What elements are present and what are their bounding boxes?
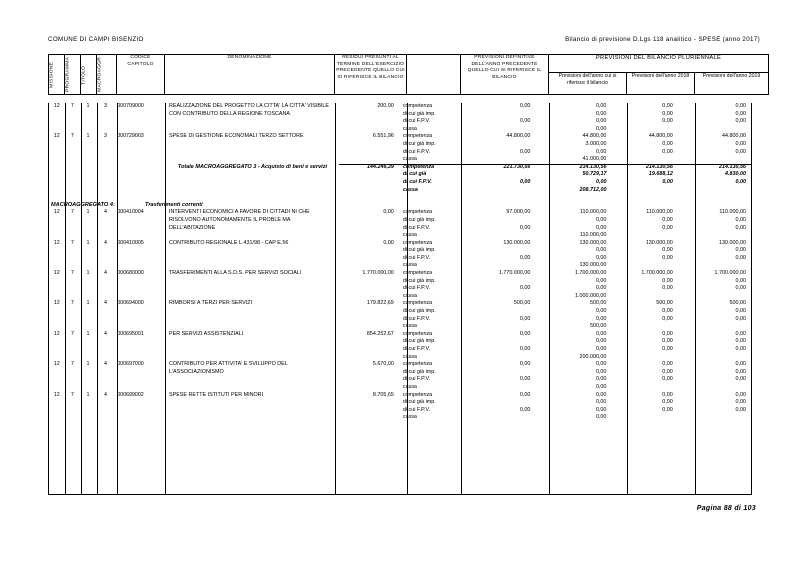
- cell-anno-corrente: 0,00: [595, 285, 607, 292]
- cell-previsioni-definitive: 0,00: [519, 330, 531, 337]
- cell-previsioni-definitive: 0,00: [519, 285, 531, 292]
- cell-anno-2019: 110.000,00: [719, 209, 746, 216]
- cell-anno-2018: 0,00: [662, 110, 673, 117]
- table-row: [49, 300, 751, 308]
- header-document-title: Bilancio di previsione D.Lgs 118 analitico - SPESE (anno 2017): [565, 36, 760, 43]
- cell-voce-label: competenza: [402, 209, 433, 216]
- cell-macroaggr: 4: [103, 209, 107, 216]
- table-row: [49, 118, 751, 126]
- cell-anno-2019: 500,00: [729, 300, 746, 307]
- cell-denominazione-text: CONTRIBUTO REGIONALE L.431/98 - CAP E.56: [169, 239, 289, 246]
- table-row: [49, 187, 751, 195]
- cell-anno-2019: 0,00: [735, 391, 746, 398]
- cell-anno-corrente: 0,00: [595, 383, 607, 390]
- cell-anno-2019: 0,00: [735, 148, 746, 155]
- cell-voce-label: competenza: [402, 270, 433, 277]
- cell-codice: 000697000: [117, 361, 144, 368]
- cell-voce-label: di cui già imp.: [402, 216, 436, 223]
- cell-voce-label: di cui già imp.: [402, 399, 436, 406]
- cell-voce-label: di cui già imp.: [402, 308, 436, 315]
- cell-anno-2018: 0,00: [662, 406, 673, 413]
- cell-previsioni-definitive: 0,00: [519, 391, 531, 398]
- cell-previsioni-definitive: 0,00: [519, 406, 531, 413]
- cell-anno-corrente: 0,00: [595, 330, 607, 337]
- cell-titolo: 1: [86, 239, 90, 246]
- cell-anno-corrente: 0,00: [595, 338, 607, 345]
- cell-voce-label: di cui già: [402, 171, 427, 178]
- cell-previsioni-definitive: 1.770.000,00: [498, 270, 531, 277]
- cell-titolo: 1: [86, 300, 90, 307]
- cell-voce-label: di cui già imp.: [402, 110, 436, 117]
- cell-anno-2019: 0,00: [735, 224, 746, 231]
- cell-anno-2019: 0,00: [735, 110, 746, 117]
- cell-anno-2018: 0,00: [662, 368, 673, 375]
- cell-anno-2018: 1.700.000,00: [641, 270, 673, 277]
- table-row: [49, 232, 751, 240]
- cell-anno-corrente: 0,00: [595, 376, 607, 383]
- table-row: [49, 384, 751, 392]
- cell-codice: 000699002: [117, 391, 144, 398]
- cell-anno-corrente: 0,00: [595, 118, 607, 125]
- cell-anno-corrente: 0,00: [595, 361, 607, 368]
- cell-anno-corrente: 0,00: [595, 103, 607, 109]
- table-row: [49, 346, 751, 354]
- cell-voce-label: di cui F.P.V.: [402, 148, 431, 155]
- cell-anno-2019: 0,00: [735, 277, 746, 284]
- cell-programma: 7: [70, 103, 74, 109]
- cell-voce-label: cassa: [402, 186, 418, 193]
- cell-voce-label: competenza: [402, 163, 435, 170]
- cell-programma: 7: [70, 300, 74, 307]
- cell-anno-2019: 44.800,00: [721, 133, 746, 140]
- cell-anno-corrente: 110.000,00: [579, 209, 607, 216]
- cell-anno-2018: 130.000,00: [645, 239, 673, 246]
- cell-anno-2019: 0,00: [735, 308, 746, 315]
- cell-macroaggr: 4: [103, 361, 107, 368]
- cell-anno-2018: 0,00: [662, 224, 673, 231]
- cell-anno-2018: 0,00: [662, 376, 673, 383]
- row-block: [49, 103, 751, 133]
- table-row: [49, 392, 751, 400]
- table-row: [49, 209, 751, 217]
- row-block: [49, 133, 751, 163]
- cell-previsioni-definitive: 44.800,00: [506, 133, 531, 140]
- cell-macroaggr: 4: [103, 239, 107, 246]
- cell-denominazione-text: REALIZZAZIONE DEL PROGETTO LA CITTA' LA CITTA' VISIBILE CON CONTRIBUTO DELLA REGIONE TOSCANA: [169, 103, 330, 117]
- cell-missione: 12: [53, 209, 60, 216]
- cell-anno-2019: 1.700.000,00: [714, 270, 746, 277]
- cell-denominazione-text: CONTRIBUTO PER ATTIVITA' E SVILUPPO DEL L'ASSOCIAZIONISMO: [169, 361, 288, 375]
- cell-missione: 12: [53, 300, 60, 307]
- cell-codice: 000695001: [117, 330, 144, 337]
- cell-anno-corrente: 0,00: [595, 346, 607, 352]
- col-header-spacer: [407, 55, 461, 95]
- cell-voce-label: di cui F.P.V.: [402, 224, 431, 231]
- cell-denominazione-text: INTERVENTI ECONOMICI A FAVORE DI CITTADI NI CHE RISOLVONO AUTONOMAMENTE IL PROBLE MA DELL'ABITAZIONE: [169, 209, 310, 231]
- cell-titolo: 1: [86, 209, 90, 216]
- cell-anno-corrente: 50.729,17: [582, 171, 607, 178]
- cell-missione: 12: [53, 270, 60, 277]
- cell-anno-2019: 0,00: [735, 285, 746, 292]
- cell-missione: 12: [53, 330, 60, 337]
- cell-anno-corrente: 0,00: [595, 277, 607, 284]
- cell-anno-corrente: 0,00: [595, 414, 607, 421]
- cell-programma: 7: [70, 361, 74, 368]
- table-row: [49, 338, 751, 346]
- cell-voce-label: cassa: [402, 292, 417, 299]
- col-header-macroaggr: MACROAGGR: [97, 55, 117, 95]
- cell-anno-2019: 0,00: [735, 368, 746, 375]
- cell-voce-label: cassa: [402, 156, 417, 163]
- cell-voce-label: di cui già imp.: [402, 368, 436, 375]
- cell-titolo: 1: [86, 133, 90, 140]
- cell-codice: 000680000: [117, 270, 144, 277]
- table-row: [49, 255, 751, 263]
- running-header: [48, 36, 760, 43]
- table-row: [49, 369, 751, 377]
- cell-anno-corrente: 0,00: [595, 216, 607, 223]
- cell-residui: 5.670,00: [372, 361, 394, 368]
- cell-previsioni-definitive: 0,00: [519, 103, 531, 109]
- cell-anno-2018: 214.130,56: [645, 163, 673, 170]
- cell-anno-corrente: 0,00: [596, 178, 607, 185]
- table-row: [49, 225, 751, 233]
- cell-anno-2019: 0,00: [735, 399, 746, 406]
- cell-anno-corrente: 0,00: [595, 399, 607, 406]
- col-header-anno-corrente: Previsioni dell'anno cui si riferisce il bilancio: [549, 72, 627, 94]
- cell-anno-2019: 0,00: [735, 315, 746, 322]
- table-row: [49, 308, 751, 316]
- cell-residui: 854.252,67: [366, 330, 394, 337]
- table-row: [49, 217, 751, 225]
- cell-previsioni-definitive: 0,00: [519, 178, 531, 185]
- cell-macroaggr: 4: [103, 391, 107, 398]
- header-organization: COMUNE DI CAMPI BISENZIO: [48, 36, 144, 43]
- table-row: [49, 240, 751, 248]
- cell-anno-corrente: 130.000,00: [579, 239, 607, 246]
- cell-anno-2019: 0,00: [735, 216, 746, 223]
- total-label: Totale MACROAGGREGATO 3 - Acquisto di beni e servizi: [177, 163, 327, 170]
- cell-voce-label: di cui già imp.: [402, 140, 436, 147]
- cell-anno-2018: 44.800,00: [648, 133, 673, 140]
- cell-anno-corrente: 0,00: [595, 391, 607, 398]
- cell-previsioni-definitive: 130.000,00: [503, 239, 531, 246]
- cell-residui: 179.822,69: [366, 300, 394, 307]
- table-row: [49, 149, 751, 157]
- cell-macroaggr: 4: [103, 300, 107, 307]
- table-row: [49, 141, 751, 149]
- table-row: [49, 323, 751, 331]
- cell-anno-2019: 0,00: [735, 330, 746, 337]
- cell-anno-2019: 0,00: [735, 140, 746, 147]
- cell-anno-2019: 214.130,56: [719, 163, 747, 170]
- cell-voce-label: di cui F.P.V.: [402, 346, 431, 352]
- cell-voce-label: di cui già imp.: [402, 247, 436, 254]
- cell-anno-corrente: 0,00: [595, 406, 607, 413]
- macroaggregato-4-label: MACROAGGREGATO 4:: [51, 201, 115, 208]
- cell-anno-2018: 0,00: [662, 285, 673, 292]
- cell-codice: 000410004: [117, 209, 144, 216]
- cell-macroaggr: 4: [103, 330, 107, 337]
- cell-anno-2018: 0,00: [662, 118, 673, 125]
- cell-anno-2018: 0,00: [662, 148, 673, 155]
- table-row: [49, 376, 751, 384]
- col-header-programma: PROGRAMMA: [65, 55, 81, 95]
- row-block: [49, 300, 751, 330]
- cell-anno-2018: 0,00: [662, 315, 673, 322]
- cell-anno-2018: 0,00: [662, 330, 673, 337]
- cell-residui: 6.551,96: [372, 133, 394, 140]
- cell-anno-corrente: 0,00: [595, 148, 607, 155]
- table-row: [49, 414, 751, 422]
- cell-anno-2019: 0,00: [735, 254, 746, 261]
- cell-programma: 7: [70, 239, 74, 246]
- cell-denominazione-text: TRASFERIMENTI ALLA S.D.S. PER SERVIZI SOCIALI: [169, 270, 302, 277]
- cell-previsioni-definitive: 0,00: [519, 224, 531, 231]
- cell-codice: 000709000: [117, 103, 144, 109]
- cell-voce-label: cassa: [402, 383, 417, 390]
- row-block: [49, 331, 751, 361]
- table-header: [48, 54, 769, 95]
- table-row: [49, 285, 751, 293]
- cell-anno-2019: 4.830,00: [725, 171, 747, 178]
- cell-missione: 12: [53, 391, 60, 398]
- cell-programma: 7: [70, 270, 74, 277]
- row-container: [49, 103, 751, 422]
- cell-titolo: 1: [86, 330, 90, 337]
- cell-anno-corrente: 0,00: [595, 308, 607, 315]
- col-header-codice-capitolo: CODICE CAPITOLO: [117, 55, 165, 95]
- cell-anno-2018: 0,00: [662, 391, 673, 398]
- col-header-bilancio-pluriennale: PREVISIONI DEL BILANCIO PLURIENNALE: [549, 55, 769, 73]
- cell-residui: 0,00: [383, 209, 394, 216]
- cell-voce-label: cassa: [402, 232, 417, 239]
- cell-anno-2019: 130.000,00: [718, 239, 746, 246]
- cell-anno-2019: 0,00: [735, 103, 746, 109]
- cell-anno-corrente: 0,00: [595, 125, 607, 132]
- cell-anno-2018: 0,00: [662, 178, 673, 185]
- row-block: [49, 209, 751, 239]
- cell-denominazione-text: PER SERVIZI ASSISTENZIALI: [169, 330, 244, 337]
- cell-voce-label: competenza: [402, 391, 433, 398]
- table-row: [49, 156, 751, 164]
- cell-anno-corrente: 0,00: [595, 254, 607, 261]
- cell-voce-label: cassa: [402, 323, 417, 330]
- cell-denominazione-text: RIMBORSI A TERZI PER SERVIZI: [169, 300, 253, 307]
- cell-anno-2018: 0,00: [662, 254, 673, 261]
- cell-anno-2018: 0,00: [662, 140, 673, 147]
- cell-voce-label: di cui F.P.V.: [402, 254, 431, 261]
- cell-previsioni-definitive: 0,00: [519, 118, 531, 125]
- table-row: [49, 399, 751, 407]
- cell-anno-2019: 0,00: [735, 338, 746, 345]
- cell-anno-corrente: 44.800,00: [582, 133, 607, 140]
- cell-codice: 000410005: [117, 239, 144, 246]
- cell-anno-2019: 0,00: [735, 247, 746, 254]
- cell-anno-corrente: 208.712,00: [579, 186, 607, 193]
- cell-voce-label: di cui già imp.: [402, 338, 436, 345]
- cell-voce-label: di cui F.P.V.: [402, 376, 431, 383]
- macroaggregato-4-title: Trasferimenti correnti: [145, 201, 203, 208]
- cell-anno-corrente: 0,00: [595, 315, 607, 322]
- table-row: [49, 103, 751, 111]
- cell-residui: 0,00: [383, 239, 394, 246]
- table-body: [48, 103, 752, 495]
- cell-denominazione-text: SPESE RETTE ISTITUTI PER MINORI: [169, 391, 264, 398]
- cell-previsioni-definitive: 0,00: [519, 346, 531, 352]
- cell-anno-corrente: 0,00: [595, 247, 607, 254]
- cell-titolo: 1: [86, 361, 90, 368]
- cell-residui: 144.246,39: [366, 163, 394, 170]
- cell-voce-label: competenza: [402, 239, 433, 246]
- cell-anno-2019: 0,00: [735, 376, 746, 383]
- table-row: [49, 407, 751, 415]
- cell-programma: 7: [70, 391, 74, 398]
- cell-previsioni-definitive: 0,00: [519, 376, 531, 383]
- cell-voce-label: cassa: [402, 262, 417, 269]
- cell-anno-2019: 0,00: [735, 406, 746, 413]
- cell-voce-label: di cui già imp.: [402, 277, 436, 284]
- cell-residui: 200,00: [377, 103, 394, 109]
- table-row: [49, 133, 751, 141]
- cell-residui: 1.770.000,00: [362, 270, 394, 277]
- cell-anno-corrente: 110.000,00: [579, 232, 607, 239]
- col-header-residui-presunti: RESIDUI PRESUNTI AL TERMINE DELL'ESERCIZIO PRECEDENTE QUELLO CUI SI RIFERISCE IL BILANCIO: [335, 55, 407, 95]
- cell-anno-2018: 110.000,00: [646, 209, 673, 216]
- row-block: [49, 361, 751, 391]
- row-block: [49, 240, 751, 270]
- cell-missione: 12: [53, 239, 60, 246]
- cell-voce-label: competenza: [402, 300, 433, 307]
- cell-voce-label: cassa: [402, 353, 417, 360]
- table-row: [49, 361, 751, 369]
- table-row: [49, 126, 751, 134]
- cell-titolo: 1: [86, 103, 90, 109]
- table-row: [49, 278, 751, 286]
- cell-voce-label: di cui F.P.V.: [402, 406, 431, 413]
- cell-anno-2018: 0,00: [662, 247, 673, 254]
- cell-missione: 12: [53, 103, 60, 109]
- cell-anno-2018: 0,00: [662, 216, 673, 223]
- col-header-anno-2018: Previsioni dell'anno 2018: [627, 72, 695, 94]
- cell-anno-2018: 0,00: [662, 361, 673, 368]
- cell-anno-2019: 0,00: [735, 361, 746, 368]
- cell-codice: 000729003: [117, 133, 144, 140]
- table-row: [49, 262, 751, 270]
- cell-anno-corrente: 500,00: [589, 323, 607, 330]
- table-row: [49, 179, 751, 187]
- page-number: Pagina 88 di 103: [696, 505, 756, 512]
- table-row: [49, 171, 751, 179]
- cell-anno-corrente: 41.000,00: [582, 156, 607, 163]
- cell-missione: 12: [53, 133, 60, 140]
- cell-previsioni-definitive: 97.000,00: [506, 209, 531, 216]
- cell-anno-corrente: 0,00: [595, 110, 607, 117]
- cell-voce-label: cassa: [402, 414, 417, 421]
- cell-titolo: 1: [86, 270, 90, 277]
- col-header-previsioni-definitive: PREVISIONI DEFINITIVE DELL'ANNO PRECEDENTE QUELLO CUI SI RIFERISCE IL BILANCIO: [461, 55, 549, 95]
- cell-anno-2018: 0,00: [662, 308, 673, 315]
- col-header-titolo: TITOLO: [81, 55, 97, 95]
- cell-voce-label: competenza: [402, 330, 433, 337]
- cell-titolo: 1: [86, 391, 90, 398]
- cell-previsioni-definitive: 0,00: [519, 254, 531, 261]
- cell-voce-label: di cui F.P.V.: [402, 118, 431, 125]
- cell-voce-label: competenza: [402, 103, 433, 109]
- cell-voce-label: di cui F.P.V.: [402, 315, 431, 322]
- cell-anno-corrente: 0,00: [595, 368, 607, 375]
- cell-anno-2018: 0,00: [662, 103, 673, 109]
- cell-codice: 000694000: [117, 300, 144, 307]
- cell-previsioni-definitive: 0,00: [519, 361, 531, 368]
- cell-anno-corrente: 1.000.000,00: [574, 292, 607, 299]
- total-rule: [339, 164, 751, 165]
- table-row: [49, 270, 751, 278]
- cell-previsioni-definitive: 500,00: [513, 300, 531, 307]
- cell-anno-corrente: 500,00: [589, 300, 607, 307]
- table-row: [49, 247, 751, 255]
- cell-anno-corrente: 214.130,56: [579, 163, 607, 170]
- cell-programma: 7: [70, 133, 74, 140]
- cell-anno-corrente: 1.700.000,00: [574, 270, 607, 277]
- table-row: [49, 354, 751, 362]
- cell-macroaggr: 3: [103, 103, 107, 109]
- table-row: [49, 316, 751, 324]
- cell-missione: 12: [53, 361, 60, 368]
- cell-anno-corrente: 0,00: [595, 224, 607, 231]
- cell-anno-2018: 0,00: [662, 277, 673, 284]
- cell-programma: 7: [70, 209, 74, 216]
- total-row-block: [49, 164, 751, 194]
- row-spacer: [49, 194, 751, 202]
- cell-anno-2018: 0,00: [662, 399, 673, 406]
- table-row: [49, 331, 751, 339]
- cell-anno-2018: 0,00: [662, 338, 673, 345]
- cell-voce-label: cassa: [402, 125, 417, 132]
- cell-programma: 7: [70, 330, 74, 337]
- cell-anno-corrente: 130.000,00: [579, 262, 607, 269]
- cell-anno-corrente: 3.000,00: [585, 140, 607, 147]
- col-header-denominazione: DENOMINAZIONE: [165, 55, 335, 95]
- cell-macroaggr: 4: [103, 270, 107, 277]
- row-block: [49, 392, 751, 422]
- cell-anno-2019: 0,00: [735, 346, 746, 352]
- cell-anno-2019: 0,00: [735, 178, 747, 185]
- cell-voce-label: di cui F.P.V.: [402, 178, 432, 185]
- cell-anno-2018: 0,00: [662, 346, 673, 352]
- table-row: [49, 111, 751, 119]
- cell-voce-label: di cui F.P.V.: [402, 285, 431, 292]
- cell-macroaggr: 3: [103, 133, 107, 140]
- cell-previsioni-definitive: 0,00: [519, 315, 531, 322]
- macroaggregato-4-heading: [49, 202, 751, 210]
- row-block: [49, 270, 751, 300]
- cell-anno-2019: 0,00: [735, 118, 746, 125]
- cell-voce-label: competenza: [402, 361, 433, 368]
- cell-anno-2018: 500,00: [656, 300, 673, 307]
- col-header-anno-2019: Previsioni dell'anno 2019: [695, 72, 769, 94]
- cell-anno-corrente: 200.000,00: [579, 353, 607, 360]
- cell-previsioni-definitive: 221.730,56: [503, 163, 531, 170]
- cell-voce-label: competenza: [402, 133, 433, 140]
- table-row: [49, 293, 751, 301]
- cell-denominazione-text: SPESE DI GESTIONE ECONOMALI TERZO SETTORE: [169, 133, 304, 140]
- cell-previsioni-definitive: 0,00: [519, 148, 531, 155]
- cell-anno-2018: 19.688,12: [648, 171, 673, 178]
- cell-residui: 8.705,65: [372, 391, 394, 398]
- col-header-missione: MISSIONE: [49, 55, 65, 95]
